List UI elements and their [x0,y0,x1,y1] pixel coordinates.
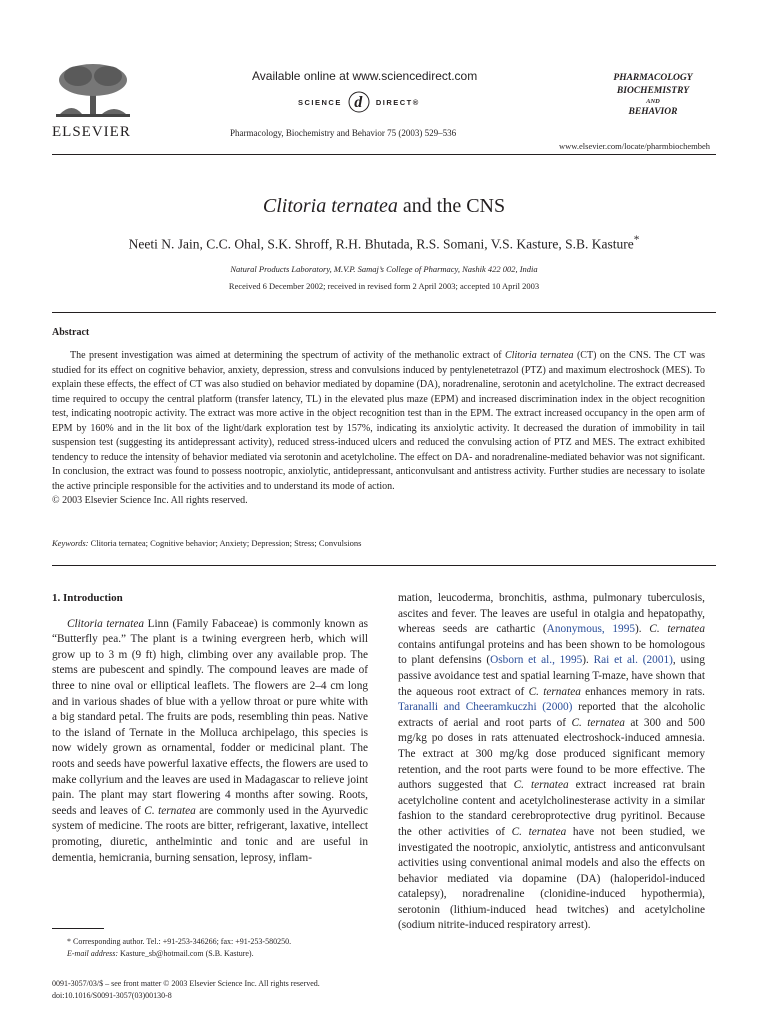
intro-text: ). [635,623,650,636]
intro-paragraph-1 [52,617,368,867]
doi-line[interactable]: doi:10.1016/S0091-3057(03)00130-8 [52,991,172,1000]
footnote-divider [52,928,104,929]
email-note [52,948,372,960]
journal-reference: Pharmacology, Biochemistry and Behavior 75 (2003) 529–536 [230,128,457,138]
abstract-heading: Abstract [52,327,90,338]
sciencedirect-wordmark [298,91,420,113]
intro-text: enhances memory in rats. [580,685,705,698]
article-title [0,195,768,218]
copyright-line: © 2003 Elsevier Science Inc. All rights reserved. [52,495,248,506]
available-online-text: Available online at www.sciencedirect.com [252,69,478,83]
intro-text: at 300 and 500 mg/kg po doses in rats attenuated electroshock-induced amnesia. The extract at 300 mg/kg dose produced significant memory retention, and the root parts were found to be more effective. The authors suggested that [398,716,705,792]
body-column-left [52,591,368,866]
abstract-paragraph [52,349,705,494]
abstract-divider-top [52,312,716,313]
sd-right-text: DIRECT® [375,97,420,107]
publisher-name: ELSEVIER [52,124,131,140]
citation-link-osborn[interactable]: Osborn et al., 1995 [490,654,583,667]
species-name: C. ternatea [144,804,196,817]
intro-text: extract increased rat brain acetylcholine content and acetylcholinesterase activity in a similar fashion to the standard cerebroprotective drug pyritinol. Because the other activities of [398,779,705,838]
abstract-body [52,349,705,509]
intro-text: contains antifungal proteins and has been shown to be homologous to plant defensins ( [398,638,705,667]
page-footer [52,978,320,1002]
citation-link-rai[interactable]: Rai et al. (2001) [593,654,673,667]
intro-text: have not been studied, we investigated the nootropic, anxiolytic, antistress and anticonvulsant activities using conventional animal models and also the effects on behavior mediated via dopamine (DA) (haloperidol-induced catalepsy), noradrenaline (clonidine-induced hypothermia), serotonin (lithium-induced head twitches) and acetylcholine (sodium nitrite-induced respiratory arrest). [398,825,705,932]
svg-text:d: d [354,94,364,111]
journal-name-line2: BIOCHEMISTRY [616,86,690,96]
sciencedirect-d-icon [348,91,370,113]
journal-name-block [594,72,712,134]
journal-name-and: AND [646,98,660,105]
corresponding-author-note: * Corresponding author. Tel.: +91-253-346266; fax: +91-253-580250. [67,937,292,946]
sd-left-text: SCIENCE [298,97,342,107]
citation-link-taranalli[interactable]: Taranalli and Cheeramkuczhi (2000) [398,701,573,714]
keywords-list: Clitoria ternatea; Cognitive behavior; Anxiety; Depression; Stress; Convulsions [88,538,362,548]
keywords-label: Keywords: [52,538,89,548]
intro-text: , using passive avoidance test and spatial learning T-maze, have shown that the aqueous root extract of [398,654,705,698]
author-list [0,234,768,253]
species-name: C. ternatea [528,685,581,698]
email-label: E-mail address: [67,949,119,958]
intro-text: are commonly used in the Ayurvedic system of medicine. The roots are bitter, refrigerant, laxative, intellect promoting, diuretic, anthelmintic and tonic and are useful in dementia, hemicrania, burning sensation, leprosy, inflam- [52,804,369,864]
title-rest: and the CNS [397,195,506,217]
species-name: C. ternatea [571,716,625,729]
abstract-text-b: (CT) on the CNS. The CT was studied for its effect on cognitive behavior, anxiety, depression, stress and convulsions induced by pentylenetetrazol (PTZ) and maximum electroshock (MES). To explain these effects, the effect of CT was also studied on behavior mediated by dopamine (DA), noradrenaline, serotonin and acetylcholine. The extract decreased time required to occupy the central platform (transfer latency, TL) in the elevated plus maze (EPM) and increased discrimination index in the object recognition test, indicating nootropic activity. The extract was more active in the object recognition test than in the EPM. The extract increased occupancy in the open arm of EPM by 160% and in the lit box of the light/dark exploration test by 157%, indicating its anxiolytic activity. It decreased the duration of immobility in tail suspension test (suggesting its antidepressant activity), reduced stress-induced ulcers and reduced the convulsing action of PTZ and MES. The extract exhibited tendency to reduce the intensity of behavior mediated via serotonin and acetylcholine. The effect on DA- and noradrenaline-mediated behavior was not significant. In conclusion, the extract was found to possess nootropic, anxiolytic, antidepressant, anticonvulsant and antistress activity. Further studies are necessary to isolate the active principle responsible for the activities and to understand its mode of action. [52,350,705,492]
keywords-line [52,538,361,548]
journal-name-line3: BEHAVIOR [628,107,678,117]
authors-text: Neeti N. Jain, C.C. Ohal, S.K. Shroff, R.H. Bhutada, R.S. Somani, V.S. Kasture, S.B. Kasture [128,236,634,252]
body-column-right [398,591,705,934]
journal-url[interactable]: www.elsevier.com/locate/pharmbiochembeh [559,141,710,151]
journal-name-line1: PHARMACOLOGY [613,73,693,83]
species-name: C. ternatea [649,623,705,636]
species-name: C. ternatea [511,825,567,838]
abstract-text-a: The present investigation was aimed at determining the spectrum of activity of the methanolic extract of [70,350,506,361]
email-address[interactable]: Kasture_sb@hotmail.com (S.B. Kasture). [118,949,254,958]
affiliation: Natural Products Laboratory, M.V.P. Samaj’s College of Pharmacy, Nashik 422 002, India [230,264,538,274]
footnote [52,936,372,960]
issn-line: 0091-3057/03/$ – see front matter © 2003 Elsevier Science Inc. All rights reserved. [52,979,320,988]
corresponding-author-mark[interactable]: * [633,234,640,246]
intro-text: Linn (Family Fabaceae) is commonly known as “Butterfly pea.” The plant is a twining evergreen herb, which will grow up to 3 m (9 ft) high, climbing over any available prop. The stems are pubescent and spindly. The compound leaves are made of three to nine oval or elliptical leaflets. The flowers are 2–4 cm long and in various shades of blue with a yellow throat or pure white with a big standard petal. The fruits are pods, resembling thin peas. Native to the island of Ternate in the Molluca archipelago, this species is now widely grown as ornamental, fodder or medicinal plant. The roots and seeds have powerful laxative effects, the flowers are used to make collyrium and the leaves are used in Madagascar to relieve joint pain. The plant may start flowering 4 months after sowing. Roots, seeds and leaves of [52,617,368,817]
received-dates: Received 6 December 2002; received in revised form 2 April 2003; accepted 10 April 2003 [228,281,540,291]
intro-text: mation, leucoderma, bronchitis, asthma, pulmonary tuberculosis, ascites and fever. The leaves are useful in otalgia and hepatopathy, whereas seeds are cathartic ( [398,592,705,636]
abstract-species-name: Clitoria ternatea [505,350,574,361]
citation-link-anonymous[interactable]: Anonymous, 1995 [546,623,635,636]
intro-paragraph-1-continued [398,591,705,934]
header-divider [52,154,716,155]
species-name: Clitoria ternatea [67,617,145,630]
intro-text: ). [582,654,594,667]
intro-text: reported that the alcoholic extracts of aerial and root parts of [398,701,705,729]
abstract-divider-bottom [52,565,716,566]
species-name: C. ternatea [513,779,569,792]
title-italic-part: Clitoria ternatea [262,195,398,217]
section-heading-introduction: 1. Introduction [52,592,123,604]
